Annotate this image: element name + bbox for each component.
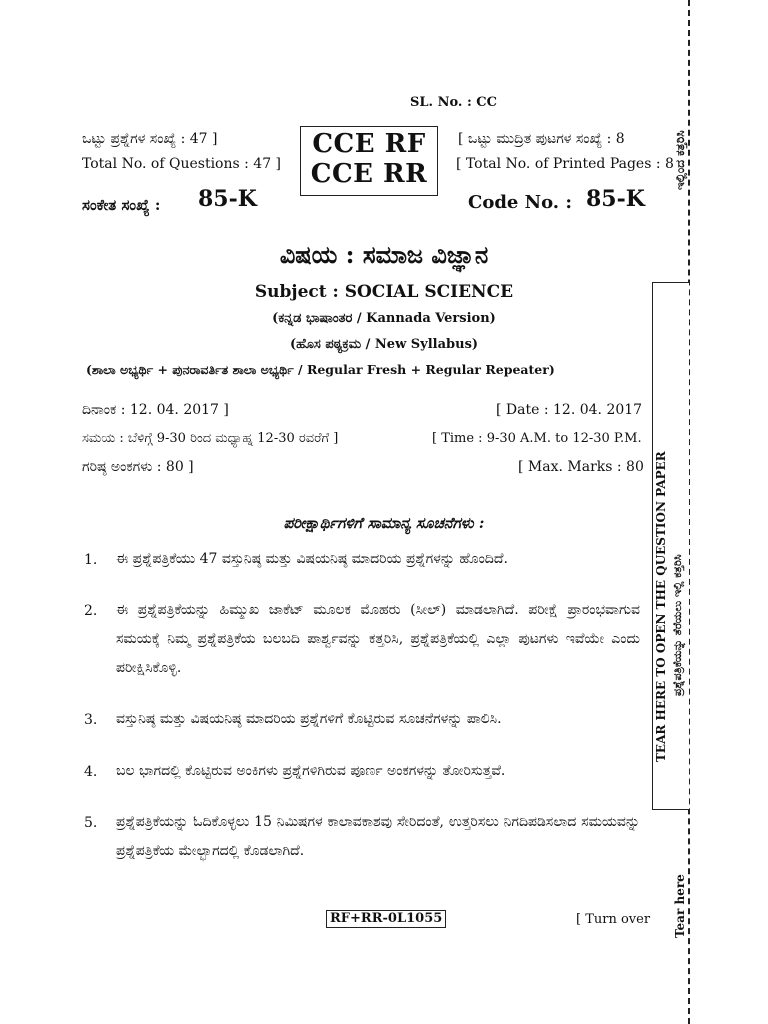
instruction-number: 3. xyxy=(84,712,98,728)
instruction-text: ಪ್ರಶ್ನೆಪತ್ರಿಕೆಯನ್ನು ಓದಿಕೊಳ್ಳಲು 15 ನಿಮಿಷಗಳ ಕಾಲಾವಕಾಶವು ಸೇರಿದಂತೆ, ಉತ್ತರಿಸಲು ನಿಗದಿಪಡಿಸಲಾದ ಸಮಯವನ್ನು ಪ್ರಶ್ನೆಪತ್ರಿಕೆಯ ಮೇಲ್ಭಾಗದಲ್ಲಿ ಕೊಡಲಾಗಿದೆ. xyxy=(116,814,640,859)
date-en: [ Date : 12. 04. 2017 xyxy=(496,402,643,418)
subject-title-en: Subject : SOCIAL SCIENCE xyxy=(254,282,514,302)
instruction-text: ವಸ್ತುನಿಷ್ಠ ಮತ್ತು ವಿಷಯನಿಷ್ಠ ಮಾದರಿಯ ಪ್ರಶ್ನೆಗಳಿಗೆ ಕೊಟ್ಟಿರುವ ಸೂಚನೆಗಳನ್ನು ಪಾಲಿಸಿ. xyxy=(116,711,502,727)
total-questions-kn: ಒಟ್ಟು ಪ್ರಶ್ನೆಗಳ ಸಂಖ್ಯೆ : 47 ] xyxy=(82,131,218,147)
date-kn: ದಿನಾಂಕ : 12. 04. 2017 ] xyxy=(82,402,229,418)
code-value-right: 85-K xyxy=(586,186,645,212)
code-label-en: Code No. : xyxy=(468,192,572,213)
tear-top-label-kn: ಇಲ್ಲಿಂದ ಕತ್ತರಿಸಿ xyxy=(673,130,687,190)
version-line: (ಕನ್ನಡ ಭಾಷಾಂತರ / Kannada Version) xyxy=(272,311,496,326)
printed-pages-kn: [ ಒಟ್ಟು ಮುದ್ರಿತ ಪುಟಗಳ ಸಂಖ್ಯೆ : 8 xyxy=(458,131,625,147)
instructions-heading: ಪರೀಕ್ಷಾರ್ಥಿಗಳಿಗೆ ಸಾಮಾನ್ಯ ಸೂಚನೆಗಳು : xyxy=(283,514,485,532)
code-label-kn: ಸಂಕೇತ ಸಂಖ್ಯೆ : xyxy=(82,196,161,214)
tear-box-label-en: TEAR HERE TO OPEN THE QUESTION PAPER xyxy=(654,451,668,762)
total-questions-en: Total No. of Questions : 47 ] xyxy=(82,156,282,172)
printed-pages-en: [ Total No. of Printed Pages : 8 xyxy=(456,156,674,172)
instruction-text: ಈ ಪ್ರಶ್ನೆಪತ್ರಿಕೆಯನ್ನು ಹಿಮ್ಮುಖ ಜಾಕೆಟ್ ಮೂಲಕ ಮೊಹರು (ಸೀಲ್) ಮಾಡಲಾಗಿದೆ. ಪರೀಕ್ಷೆ ಪ್ರಾರಂಭವಾಗುವ ಸಮಯಕ್ಕೆ ನಿಮ್ಮ ಪ್ರಶ್ನೆಪತ್ರಿಕೆಯ ಬಲಬದಿ ಪಾರ್ಶ್ವವನ್ನು ಕತ್ತರಿಸಿ, ಪ್ರಶ್ನೆಪತ್ರಿಕೆಯಲ್ಲಿ ಎಲ್ಲಾ ಪುಟಗಳು ಇವೆಯೇ ಎಂದು ಪರೀಕ್ಷಿಸಿಕೊಳ್ಳಿ. xyxy=(116,602,640,676)
code-box-line2: CCE RR xyxy=(310,159,428,189)
turn-over-label: [ Turn over xyxy=(576,912,651,927)
subject-title-kn: ವಿಷಯ : ಸಮಾಜ ವಿಜ್ಞಾನ xyxy=(279,240,489,269)
max-marks-kn: ಗರಿಷ್ಠ ಅಂಕಗಳು : 80 ] xyxy=(82,459,194,475)
instruction-number: 2. xyxy=(84,603,98,619)
code-value-left: 85-K xyxy=(198,186,257,212)
instruction-number: 4. xyxy=(84,764,98,780)
candidate-line: (ಶಾಲಾ ಅಭ್ಯರ್ಥಿ + ಪುನರಾವರ್ತಿತ ಶಾಲಾ ಅಭ್ಯರ್ಥಿ / Regular Fresh + Regular Repeater) xyxy=(86,362,555,377)
instruction-text: ಈ ಪ್ರಶ್ನೆಪತ್ರಿಕೆಯು 47 ವಸ್ತುನಿಷ್ಠ ಮತ್ತು ವಿಷಯನಿಷ್ಠ ಮಾದರಿಯ ಪ್ರಶ್ನೆಗಳನ್ನು ಹೊಂದಿದೆ. xyxy=(116,551,508,567)
cce-code-box xyxy=(300,126,438,196)
time-en: [ Time : 9-30 A.M. to 12-30 P.M. xyxy=(432,431,642,446)
instruction-number: 5. xyxy=(84,815,98,831)
time-kn: ಸಮಯ : ಬೆಳಿಗ್ಗೆ 9-30 ರಿಂದ ಮಧ್ಯಾಹ್ನ 12-30 ರವರೆಗೆ ] xyxy=(82,431,339,446)
max-marks-en: [ Max. Marks : 80 xyxy=(518,459,644,475)
serial-number: SL. No. : CC xyxy=(410,95,497,110)
tear-bottom-label-en: Tear here xyxy=(673,874,687,938)
paper-serial-code: RF+RR-0L1055 xyxy=(326,910,446,928)
instruction-text: ಬಲ ಭಾಗದಲ್ಲಿ ಕೊಟ್ಟಿರುವ ಅಂಕಿಗಳು ಪ್ರಶ್ನೆಗಳಿಗಿರುವ ಪೂರ್ಣ ಅಂಕಗಳನ್ನು ತೋರಿಸುತ್ತವೆ. xyxy=(116,763,506,779)
instruction-number: 1. xyxy=(84,552,98,568)
tear-box-label-kn: ಪ್ರಶ್ನೆಪತ್ರಿಕೆಯನ್ನು ತೆರೆಯಲು ಇಲ್ಲಿ ಕತ್ತರಿಸಿ xyxy=(671,554,684,696)
code-box-line1: CCE RF xyxy=(312,129,426,159)
syllabus-line: (ಹೊಸ ಪಠ್ಯಕ್ರಮ / New Syllabus) xyxy=(289,337,479,352)
